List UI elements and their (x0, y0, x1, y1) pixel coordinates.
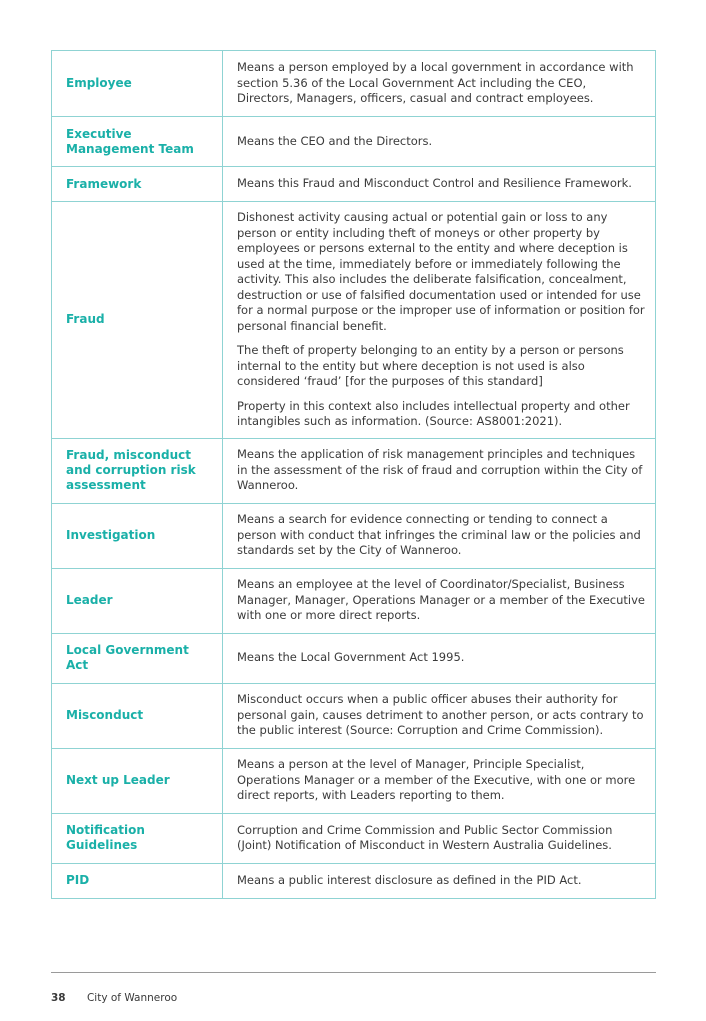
glossary-row (52, 117, 656, 167)
glossary-definition: Corruption and Crime Commission and Public Sector Commission (Joint) Notification of Misconduct in Western Australia Guidelines. (223, 813, 656, 863)
glossary-definition: Misconduct occurs when a public officer abuses their authority for personal gain, causes detriment to another person, or acts contrary to the public interest (Source: Corruption and Crime Commission). (223, 683, 656, 748)
glossary-term: Next up Leader (52, 748, 223, 813)
glossary-definition: Dishonest activity causing actual or potential gain or loss to any person or entity including theft of moneys or other property by employees or persons external to the entity and where deception is used at the time, immediately before or immediately following the activity. This also includes the deliberate falsification, concealment, destruction or use of falsified documentation used or intended for use for a normal purpose or the improper use of information or position for personal financial benefit. The theft of property belonging to an entity by a person or persons internal to the entity but where deception is not used is also considered ‘fraud’ [for the purposes of this standard] Property in this context also includes intellectual property and other intangibles such as information. (Source: AS8001:2021). (223, 202, 656, 439)
glossary-table (51, 50, 656, 899)
glossary-definition: Means a search for evidence connecting or tending to connect a person with conduct that infringes the criminal law or the policies and standards set by the City of Wanneroo. (223, 503, 656, 568)
glossary-term: Notification Guidelines (52, 813, 223, 863)
glossary-row (52, 503, 656, 568)
glossary-row (52, 748, 656, 813)
glossary-definition: Means a person employed by a local government in accordance with section 5.36 of the Local Government Act including the CEO, Directors, Managers, officers, casual and contract employees. (223, 51, 656, 117)
glossary-row (52, 863, 656, 898)
glossary-row (52, 51, 656, 117)
glossary-term: Local Government Act (52, 633, 223, 683)
glossary-term: Leader (52, 568, 223, 633)
footer-divider (51, 972, 656, 973)
page-number: 38 (51, 992, 66, 1004)
glossary-row (52, 813, 656, 863)
glossary-definition: Means a public interest disclosure as defined in the PID Act. (223, 863, 656, 898)
glossary-row (52, 438, 656, 503)
glossary-row (52, 568, 656, 633)
glossary-definition: Means the CEO and the Directors. (223, 117, 656, 167)
glossary-definition: Means a person at the level of Manager, Principle Specialist, Operations Manager or a member of the Executive, with one or more direct reports, with Leaders reporting to them. (223, 748, 656, 813)
glossary-term: Framework (52, 167, 223, 202)
glossary-row (52, 167, 656, 202)
glossary-term: Investigation (52, 503, 223, 568)
glossary-definition: Means this Fraud and Misconduct Control and Resilience Framework. (223, 167, 656, 202)
footer-org-name: City of Wanneroo (86, 992, 178, 1004)
glossary-row (52, 683, 656, 748)
glossary-term: Employee (52, 51, 223, 117)
glossary-row (52, 202, 656, 439)
glossary-term: Executive Management Team (52, 117, 223, 167)
page-footer (51, 992, 177, 1004)
glossary-term: Misconduct (52, 683, 223, 748)
glossary-definition: Means the Local Government Act 1995. (223, 633, 656, 683)
glossary-row (52, 633, 656, 683)
glossary-term: PID (52, 863, 223, 898)
glossary-definition: Means an employee at the level of Coordinator/Specialist, Business Manager, Manager, Operations Manager or a member of the Executive with one or more direct reports. (223, 568, 656, 633)
glossary-term: Fraud (52, 202, 223, 439)
glossary-definition: Means the application of risk management principles and techniques in the assessment of the risk of fraud and corruption within the City of Wanneroo. (223, 438, 656, 503)
glossary-term: Fraud, misconduct and corruption risk assessment (52, 438, 223, 503)
